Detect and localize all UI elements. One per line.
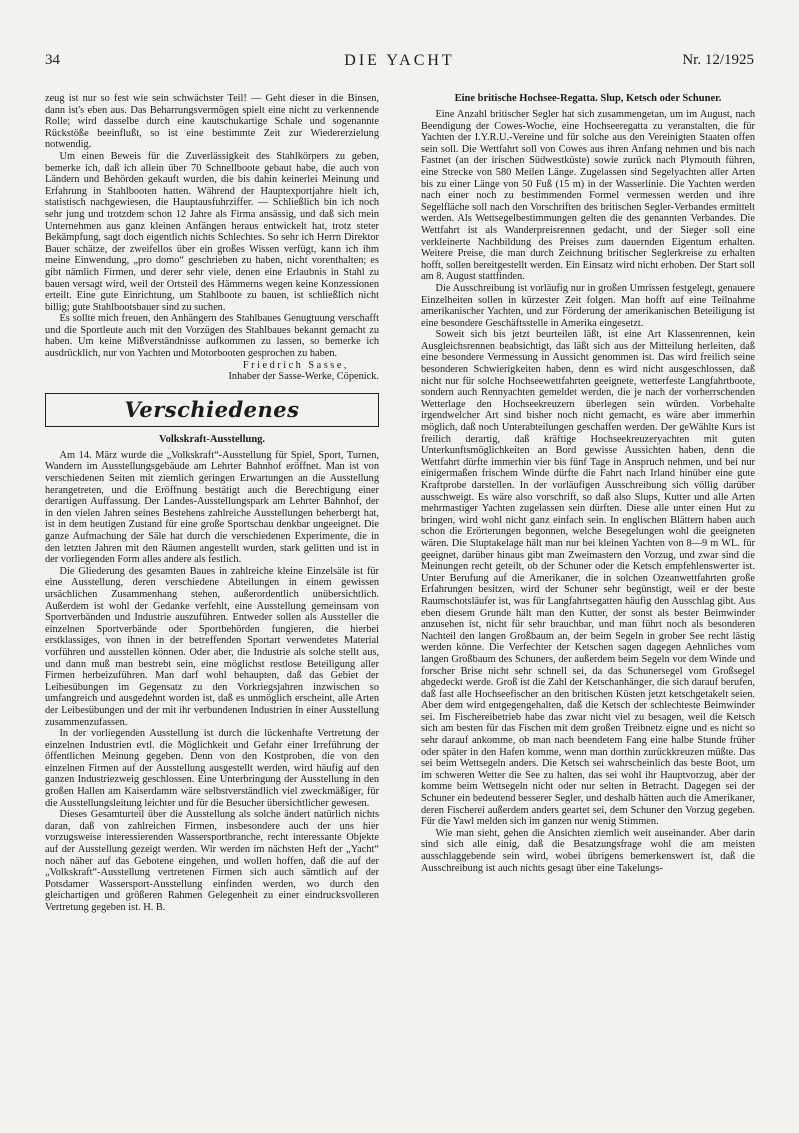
paragraph: In der vorliegenden Ausstellung ist durch die lückenhafte Vertretung der einzelnen Industrien evtl. die Möglichkeit und Gefahr einer Irreführung der öffentlichen Meinung gegeben. Denn von den Kostproben, die von den einzelnen Firmen auf der Ausstellung ausgestellt werden, wird häufig auf den ganzen Industriezweig geschlossen. Eine Unterbringung der Ausstellung in den großen Hallen am Kaiserdamm wäre selbstverständlich viel zweckmäßiger, für die Ausstellungsleitung leichter und für die Besucher übersichtlicher gewesen. xyxy=(45,728,379,809)
paragraph: Am 14. März wurde die „Volkskraft“-Ausstellung für Spiel, Sport, Turnen, Wandern im Ausstellungsgebäude am Lehrter Bahnhof eröffnet. Man ist von verschiedenen Seiten mit ziemlich geringen Erwartungen an die Ausstellung herangetreten, und die Eröffnung bestätigt auch die Berechtigung einer derartigen Auffassung. Der Landes-Ausstellungspark am Lehrter Bahnhof, der in den vielen Jahren seines Bestehens zahlreiche Ausstellungen beherbergt hat, ist in dem heutigen Zustand für eine große Sportschau denkbar ungeeignet. Die ganze Aufmachung der Säle hat durch die verschiedenen Experimente, die in den letzten Jahren mit den Räumen angestellt wurden, stark gelitten und ist in der vorliegenden Form alles andere als festlich. xyxy=(45,449,379,566)
paragraph: Wie man sieht, gehen die Ansichten ziemlich weit auseinander. Aber darin sind sich alle einig, daß die Besatzungsfrage wohl die am meisten ausschlaggebende sein wird, wobei übrigens bemerkenswert ist, daß die Ausschreibung ist auch nichts gesagt über eine Takelungs- xyxy=(421,827,755,874)
text-columns xyxy=(45,93,755,1103)
paragraph: Dieses Gesamturteil über die Ausstellung als solche ändert natürlich nichts daran, daß von zahlreichen Firmen, insbesondere auch der uns hier vorzugsweise interessierenden Wassersportbranche, recht interessante Objekte auf der Ausstellung gezeigt werden. Wir werden im nächsten Heft der „Yacht“ noch näher auf das Gebotene eingehen, und wollen hoffen, daß die auf der „Volkskraft“-Ausstellung vertretenen Firmen sich auch sämtlich auf der Potsdamer Wassersport-Ausstellung einfinden werden, wo durch den gleichartigen und größeren Rahmen Gelegenheit zu einer eindrucksvolleren Vertretung gegeben ist. H. B. xyxy=(45,809,379,913)
paragraph: Die Ausschreibung ist vorläufig nur in großen Umrissen festgelegt, genauere Einzelheiten sollen in kürzester Zeit folgen. Man hofft auf eine Teilnahme amerikanischer Yachten, und zur Förderung der amerikanischen Beteiligung ist eine besondere Geschäftsstelle in Amerika eingesetzt. xyxy=(421,282,755,329)
section-heading-box xyxy=(45,393,379,427)
paragraph: Die Gliederung des gesamten Baues in zahlreiche kleine Einzelsäle ist für eine Ausstellung, deren verschiedene Abteilungen in einem gewissen ursächlichen Zusammenhang stehen, außerordentlich unübersichtlich. Außerdem ist wohl der Gedanke verfehlt, eine Ausstellung gemeinsam von Sportverbänden und Industrie auszuführen. Entweder sollen als Aussteller die einzelnen Sportverbände oder Sportbehörden fungieren, die hierbei erstklassiges, von ihnen in der betreffenden Sportart verwendetes Material vorführen und ausstellen können. Oder aber, die Industrie als solche stellt aus, und dann muß man bestrebt sein, eine möglichst restlose Beteiligung aller Firmen herbeizuführen. Man darf wohl behaupten, daß das Gebiet der Leibesübungen im Gegensatz zu den Vorkriegsjahren inzwischen so umfangreich und ausgedehnt worden ist, daß es unmöglich erscheint, alle Arten der Leibesübungen und der mit ihr verbundenen Industrien in einer Ausstellung zusammenzufassen. xyxy=(45,565,379,728)
issue-number: Nr. 12/1925 xyxy=(682,52,754,68)
paragraph: Es sollte mich freuen, den Anhängern des Stahlbaues Genugtuung verschafft und die Sportleute auch mit den Vorzügen des Stahlbaues bekannt gemacht zu haben. Um keine Mißverständnisse aufkommen zu lassen, so bemerke ich ausdrücklich, nur von Yachten und Motorbooten gesprochen zu haben. xyxy=(45,313,379,360)
running-header xyxy=(45,52,754,76)
signature-name: Friedrich Sasse, xyxy=(242,359,349,371)
signature-title: Inhaber der Sasse-Werke, Cöpenick. xyxy=(228,371,379,383)
article-title: Eine britische Hochsee-Regatta. Slup, Ketsch oder Schuner. xyxy=(454,93,722,104)
journal-title: DIE YACHT xyxy=(344,52,455,69)
article-title: Volkskraft-Ausstellung. xyxy=(158,433,266,445)
section-title: Verschiedenes xyxy=(124,397,300,423)
signature-name-line xyxy=(45,360,379,372)
paragraph: Soweit sich bis jetzt beurteilen läßt, ist eine Art Klassenrennen, kein Ausgleichsrennen beabsichtigt, das läßt sich aus der Mitteilung herleiten, daß eine besondere Vermessung in Aussicht genommen ist. Das wird freilich seine besonderen Schwierigkeiten haben, denn es wird nicht ausgeschlossen, daß nicht nur für solche Hochseewettfahrten geeignete, wetterfeste Langfahrtboote, sondern auch Rennyachten gemeldet werden, die je nach der vorherrschenden Wetterlage den Hochseekreuzern überlegen sein würden. Vorbehalte irgendwelcher Art sind bisher noch nicht gemacht, es wäre aber immerhin möglich, daß noch Unterabteilungen geschaffen werden. Der geWählte Kurs ist freilich derartig, daß kräftige Hochseekreuzeryachten mit guten Unterkunftsmöglichkeiten an Bord gewisse Aussichten haben, denn die Wettfahrt dürfte immerhin vier bis fünf Tage in Anspruch nehmen, und bei nur einigermaßen frischem Winde dürfte die Fahrt nach Irland hinüber eine gute Kraftprobe darstellen. In der vorläufigen Ausschreibung sich völlig darüber ausschweigt. Es wäre also vorschrift, so daß also Slups, Kutter und alle Arten mehrmastiger Yachten zugelassen sein dürften. Diese alle unter einen Hut zu bringen, wird wohl nicht ganz einfach sein. In englischen Blättern haben auch schon die Erörterungen begonnen, welche Besegelungen wohl die geeigneten wären. Die Sluptakelage hält man nur bei kleinen Yachten von 8—9 m WL. für geeignet, darüber hinaus gibt man Zweimastern den Vorzug, und zwar sind die Meinungen recht geteilt, ob der Schuner oder die Ketsch empfehlenswerter ist. Unter Berufung auf die Amerikaner, die in solchen Ozeanwettfahrten große Erfahrungen besitzen, wird der Schuner sehr begünstigt, weil er der beste Raumschotsläufer ist, was für Langfahrtsegatten häufig den Ausschlag gibt. Aus eben diesem Grunde hält man den Kutter, der sonst als bester Beimwinder anzusehen ist, nicht für sehr brauchbar, und man führt noch als besonderen Nachteil den langen Großbaum an, der beim Segeln in grober See recht lästig werden könne. Die Verfechter der Ketschen sagen dagegen Aehnliches vom langen Großbaum des Schuners, der außerdem beim Segeln vor dem Winde und forscher Brise nicht sehr schnell sei, da das Schunersegel vom Großsegel abgedeckt werde. Groß ist die Zahl der Ketschanhänger, die sich darauf berufen, daß fast alle Hochseefischer an den britischen Küsten jetzt ketschgetakelt seien. Aber dem wird entgegengehalten, daß die Ketsch der schlechteste Beimwinder sei. Im Fischereibetrieb habe das zwar nicht viel zu besagen, weil die Ketsch sich am besten für das Fischen mit dem großen Treibnetz eigne und es nicht so sehr darauf ankomme, ob man nach beendetem Fang eine halbe Stunde früher oder später in den Hafen komme, wenn man dorthin zurückkreuzen müßte. Das sei beim Wettsegeln anders. Die Ketsch sei wahrscheinlich das beste Boot, um im schweren Wetter die See zu halten, das sei wohl ihr Hauptvorzug, aber der komme beim Wettsegeln nicht oder nur selten in Betracht. Dagegen sei der Schuner ein bedeutend besserer Segler, und deshalb hätten auch die Amerikaner, deren Fischerei außerdem anders geartet sei, dem Schuner den Vorzug gegeben. Für die Yawl melden sich im ganzen nur wenig Stimmen. xyxy=(421,329,755,828)
left-column xyxy=(45,93,379,1103)
page-number: 34 xyxy=(45,52,60,68)
paragraph: Eine Anzahl britischer Segler hat sich zusammengetan, um im August, nach Beendigung der Cowes-Woche, eine Hochseeregatta zu veranstalten, die für Yachten der I.Y.R.U.-Vereine und für solche aus den Vereinigten Staaten offen sein soll. Die Wettfahrt soll von Cowes aus ihren Anfang nehmen und bis nach Fastnet (an der irischen Südwestküste) sowie zurück nach Plymouth führen, eine Strecke von 580 Meilen Länge. Zugelassen sind Segelyachten aller Arten bis zu einer Länge von 50 Fuß (15 m) in der Wasserlinie. Die Yachten werden nach einer noch zu bestimmenden Formel vermessen werden und ihre Segelfläche soll nach den Vorschriften des britischen Segler-Verbandes ermittelt werden. Als Wettsegelbestimmungen gelten die des genannten Verbandes. Die Wettfahrt ist als Wanderpreisrennen gedacht, und der Sieger soll eine verkleinerte Nachbildung des Preises zum dauernden Eigentum erhalten. Weitere Preise, die man durch Zeichnung britischer Seglerkreise zu erhalten hofft, sollen bereitgestellt werden. Ein Einsatz wird nicht erhoben. Der Start soll am 8. August stattfinden. xyxy=(421,109,755,283)
paragraph: Um einen Beweis für die Zuverlässigkeit des Stahlkörpers zu geben, bemerke ich, daß ich allein über 70 Schnellboote gebaut habe, die auch von Ländern und Behörden gekauft wurden, die bis dahin keinerlei Meinung und Erfahrung in Stahlbooten hatten. Während der Hauptexportjahre hielt ich, statistisch nachgewiesen, die Hauptausfuhrziffer. — Schließlich bin ich noch sehr jung und trotzdem schon 12 Jahre als Firma ansässig, und daß sich mein Unternehmen aus ganz kleinen Anfängen heraus entwickelt hat, trotz steter Bekämpfung, sagt doch eigentlich nichts Schlechtes. So sehr ich Herrn Direktor Bauer schätze, der zweifellos über ein großes Wissen verfügt, kann ich ihm meine Einwendung, „pro domo“ geschrieben zu haben, nicht vorenthalten; es gibt nämlich Firmen, und derer sehr viele, denen eine Erlaubnis in Stahl zu bauen versagt wird, weil der Ortsteil des Hämmerns wegen keine Konzessionen erteilt. Eine gute Einrichtung, um Stahlboote zu bauen, ist schließlich nicht billig; gute Stahlbootsbauer sind zu suchen. xyxy=(45,150,379,313)
paragraph: zeug ist nur so fest wie sein schwächster Teil! — Geht dieser in die Binsen, dann ist's eben aus. Das Beharrungsvermögen spielt eine nicht zu verkennende Rolle; wird dasselbe durch eine kautschukartige Schale und sogenannte Rückstöße beeinflußt, so ist eine bestimmte Zeit zur Wiedererzielung notwendig. xyxy=(45,93,379,151)
right-column xyxy=(421,93,755,1103)
